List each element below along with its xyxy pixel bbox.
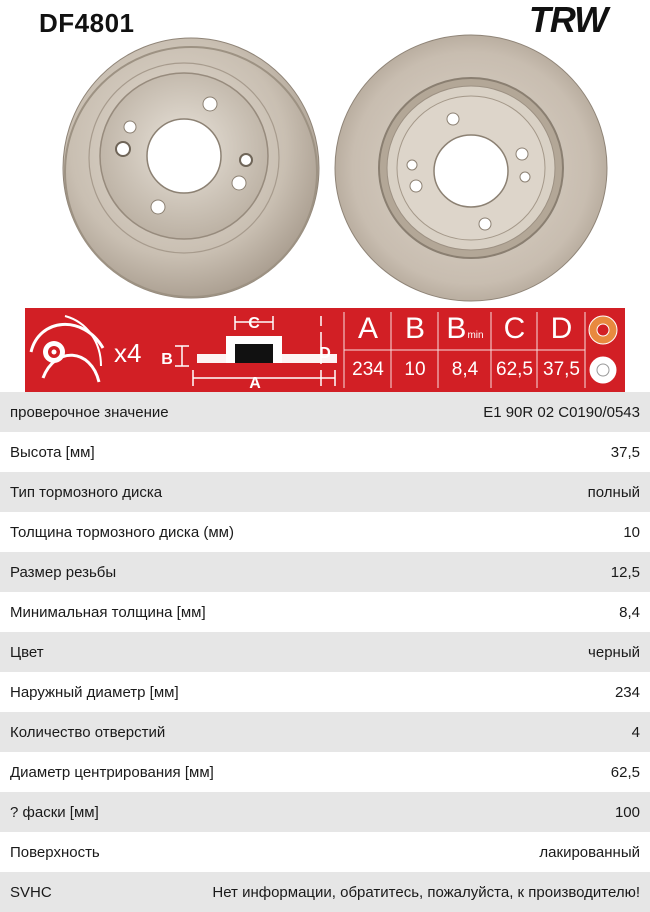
spec-label: Тип тормозного диска bbox=[10, 483, 163, 501]
col-value-bmin: 8,4 bbox=[451, 359, 479, 380]
dim-label-d: D bbox=[319, 345, 331, 362]
disc-type-icons bbox=[589, 316, 617, 384]
spec-label: SVHC bbox=[10, 883, 52, 901]
spec-label: Количество отверстий bbox=[10, 723, 166, 741]
brake-disc-front-image bbox=[60, 34, 322, 300]
spec-value: 62,5 bbox=[610, 763, 640, 781]
spec-row bbox=[0, 792, 650, 832]
specifications-table bbox=[0, 392, 650, 912]
spec-label: Цвет bbox=[10, 643, 44, 661]
spec-row bbox=[0, 672, 650, 712]
spec-value: 234 bbox=[614, 683, 640, 701]
spec-label: Диаметр центрирования [мм] bbox=[10, 763, 214, 781]
spec-value: 12,5 bbox=[610, 563, 640, 581]
spec-row bbox=[0, 592, 650, 632]
col-head-c: C bbox=[503, 312, 526, 345]
spec-label: Размер резьбы bbox=[10, 563, 117, 581]
col-head-a: A bbox=[357, 312, 378, 345]
pack-count: x4 bbox=[114, 338, 142, 368]
product-header bbox=[0, 0, 650, 305]
col-head-b: B bbox=[404, 312, 425, 345]
spec-label: Поверхность bbox=[10, 843, 100, 861]
col-head-bmin: Bmin bbox=[446, 312, 484, 345]
part-number: DF4801 bbox=[39, 8, 135, 38]
spec-value: 100 bbox=[614, 803, 640, 821]
brake-disc-back-image bbox=[332, 34, 610, 304]
brand-name: TRW bbox=[528, 2, 608, 38]
col-head-d: D bbox=[550, 312, 573, 345]
spec-label: Наружный диаметр [мм] bbox=[10, 683, 179, 701]
spec-value: 8,4 bbox=[619, 603, 640, 621]
spec-label: Минимальная толщина [мм] bbox=[10, 603, 206, 621]
col-value-d: 37,5 bbox=[543, 359, 580, 380]
dim-label-b: B bbox=[161, 351, 173, 368]
spec-row bbox=[0, 432, 650, 472]
spec-row bbox=[0, 472, 650, 512]
dim-label-a: A bbox=[249, 375, 261, 392]
spec-label: ? фаски [мм] bbox=[10, 803, 99, 821]
spec-row bbox=[0, 752, 650, 792]
spec-label: проверочное значение bbox=[10, 403, 169, 421]
spec-value: лакированный bbox=[539, 843, 640, 861]
spec-value: полный bbox=[587, 483, 640, 501]
col-value-a: 234 bbox=[352, 359, 384, 380]
spec-value: E1 90R 02 C0190/0543 bbox=[483, 403, 640, 421]
spec-row bbox=[0, 832, 650, 872]
dimension-banner bbox=[25, 308, 625, 392]
spec-value: черный bbox=[588, 643, 640, 661]
spec-value: 37,5 bbox=[610, 443, 640, 461]
spec-row bbox=[0, 632, 650, 672]
trw-logo bbox=[518, 2, 618, 38]
spec-row bbox=[0, 392, 650, 432]
spec-value: 10 bbox=[623, 523, 640, 541]
disc-pack-icon bbox=[31, 316, 103, 382]
spec-row bbox=[0, 552, 650, 592]
spec-label: Толщина тормозного диска (мм) bbox=[10, 523, 234, 541]
col-value-c: 62,5 bbox=[496, 359, 533, 380]
spec-label: Высота [мм] bbox=[10, 443, 95, 461]
spec-row bbox=[0, 872, 650, 912]
spec-value: Нет информации, обратитесь, пожалуйста, к производителю! bbox=[212, 883, 640, 901]
col-value-b: 10 bbox=[404, 359, 426, 380]
spec-row bbox=[0, 512, 650, 552]
spec-row bbox=[0, 712, 650, 752]
spec-value: 4 bbox=[631, 723, 640, 741]
dim-label-c: C bbox=[248, 315, 260, 332]
